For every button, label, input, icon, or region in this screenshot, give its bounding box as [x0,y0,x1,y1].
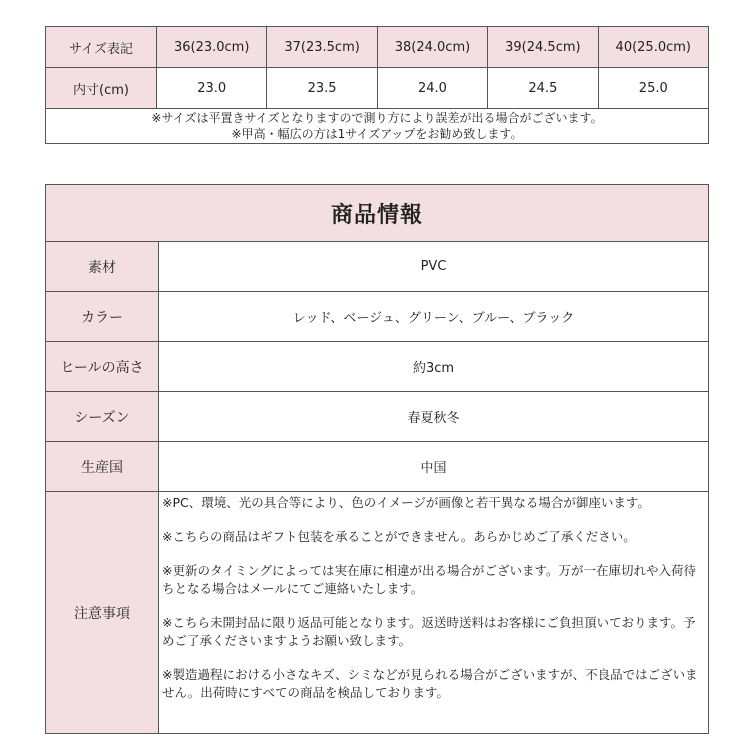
size-header-cell: サイズ表記 [46,27,157,68]
info-label: ヒールの高さ [46,342,159,392]
notes-label: 注意事項 [46,492,159,734]
size-note-row [46,109,709,144]
info-value: レッド、ベージュ、グリーン、ブルー、ブラック [159,292,709,342]
note-paragraph: ※PC、環境、光の具合等により、色のイメージが画像と若干異なる場合が御座います。 [162,495,650,510]
info-row [46,292,709,342]
note-paragraph: ※こちらの商品はギフト包装を承ることができません。あらかじめご了承ください。 [162,529,636,544]
size-value-cell: 25.0 [598,68,708,109]
size-row-label: 内寸(cm) [46,68,157,109]
size-header-row [46,27,709,68]
info-row [46,392,709,442]
info-value: 春夏秋冬 [159,392,709,442]
size-header-cell: 40(25.0cm) [598,27,708,68]
size-value-row [46,68,709,109]
info-row [46,242,709,292]
info-label: シーズン [46,392,159,442]
size-value-cell: 23.0 [157,68,267,109]
info-value: 中国 [159,442,709,492]
size-note-line: ※サイズは平置きサイズとなりますので測り方により誤差が出る場合がございます。 [151,111,603,125]
info-row [46,442,709,492]
info-label: 生産国 [46,442,159,492]
size-note-cell [46,109,709,144]
info-value: 約3cm [159,342,709,392]
size-value-cell: 24.0 [377,68,487,109]
info-label: 素材 [46,242,159,292]
size-header-cell: 36(23.0cm) [157,27,267,68]
info-label: カラー [46,292,159,342]
note-paragraph: ※更新のタイミングによっては実在庫に相違が出る場合がございます。万が一在庫切れや入荷待ちとなる場合はメールにてご連絡いたします。 [162,563,696,596]
notes-row [46,492,709,734]
size-header-cell: 38(24.0cm) [377,27,487,68]
size-value-cell: 23.5 [267,68,377,109]
size-value-cell: 24.5 [488,68,598,109]
size-note-line: ※甲高・幅広の方は1サイズアップをお勧め致します。 [231,127,523,141]
product-info-title: 商品情報 [46,185,709,242]
info-value: PVC [159,242,709,292]
product-info-table [45,184,709,734]
size-header-cell: 39(24.5cm) [488,27,598,68]
size-table [45,26,709,144]
note-paragraph: ※製造過程における小さなキズ、シミなどが見られる場合がございますが、不良品ではございません。出荷時にすべての商品を検品しております。 [162,667,698,700]
note-paragraph: ※こちら未開封品に限り返品可能となります。返送時送料はお客様にご負担頂いております。予めご了承くださいますようお願い致します。 [162,615,696,648]
size-header-cell: 37(23.5cm) [267,27,377,68]
notes-cell [159,492,709,734]
info-row [46,342,709,392]
